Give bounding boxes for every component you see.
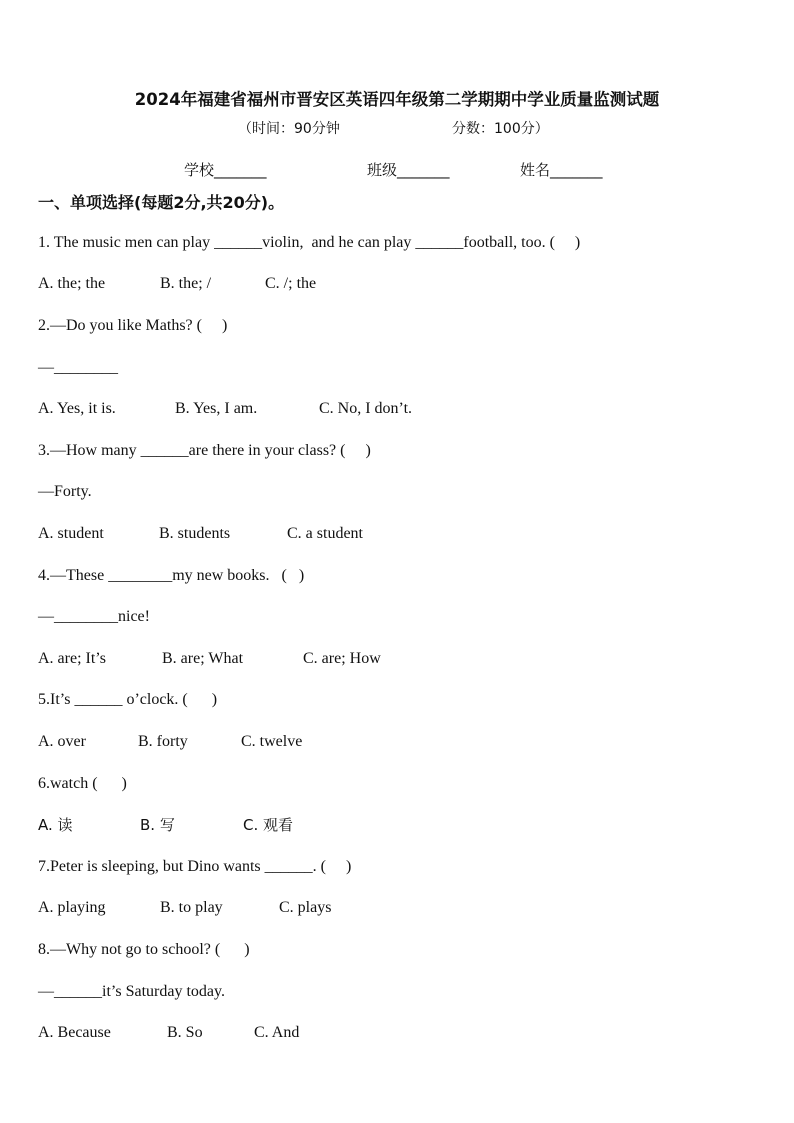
question-6-option-c[interactable]: C. 观看 (243, 816, 294, 834)
question-5-stem: 5.It’s ______ o’clock. ( ) (38, 691, 218, 708)
question-5-option-c[interactable]: C. twelve (241, 733, 303, 750)
question-7-option-c[interactable]: C. plays (279, 899, 332, 916)
question-1-option-b[interactable]: B. the; / (160, 275, 212, 292)
question-6-option-b[interactable]: B. 写 (140, 816, 175, 834)
question-8-option-c[interactable]: C. And (254, 1024, 300, 1041)
question-4-stem: 4.—These ________my new books. ( ) (38, 567, 305, 584)
question-4-answer-line: —________nice! (38, 608, 150, 625)
question-1-option-a[interactable]: A. the; the (38, 275, 106, 292)
question-2-answer-line: —________ (38, 359, 118, 376)
question-3-option-b[interactable]: B. students (159, 525, 231, 542)
question-1-stem: 1. The music men can play ______violin, and he can play ______football, too. ( ) (38, 234, 581, 251)
exam-title: 2024年福建省福州市晋安区英语四年级第二学期期中学业质量监测试题 (134, 90, 660, 109)
question-7-option-b[interactable]: B. to play (160, 899, 223, 916)
exam-subtitle (0, 118, 794, 138)
question-4-option-a[interactable]: A. are; It’s (38, 650, 106, 667)
question-6-stem: 6.watch ( ) (38, 775, 127, 792)
question-7-option-a[interactable]: A. playing (38, 899, 106, 916)
question-1-option-c[interactable]: C. /; the (265, 275, 317, 292)
question-8-stem: 8.—Why not go to school? ( ) (38, 941, 250, 958)
question-2-option-a[interactable]: A. Yes, it is. (38, 400, 116, 417)
question-3-answer-line: —Forty. (38, 483, 92, 500)
section-title: 一、单项选择(每题2分,共20分)。 (38, 193, 285, 212)
question-6-option-a[interactable]: A. 读 (38, 816, 73, 834)
question-4-option-b[interactable]: B. are; What (162, 650, 244, 667)
question-8-option-a[interactable]: A. Because (38, 1024, 111, 1041)
school-field[interactable]: 学校_______ (184, 161, 267, 179)
question-8-answer-line: —______it’s Saturday today. (38, 983, 225, 1000)
question-2-stem: 2.—Do you like Maths? ( ) (38, 317, 228, 334)
question-2-option-b[interactable]: B. Yes, I am. (175, 400, 258, 417)
question-5-option-a[interactable]: A. over (38, 733, 86, 750)
question-5-option-b[interactable]: B. forty (138, 733, 188, 750)
total-score: 分数：100分） (452, 121, 549, 137)
name-field[interactable]: 姓名_______ (520, 161, 603, 179)
question-3-option-c[interactable]: C. a student (287, 525, 363, 542)
question-3-stem: 3.—How many ______are there in your class? ( ) (38, 442, 371, 459)
question-3-option-a[interactable]: A. student (38, 525, 104, 542)
student-info (0, 159, 794, 181)
class-field[interactable]: 班级_______ (367, 161, 450, 179)
question-2-option-c[interactable]: C. No, I don’t. (319, 400, 413, 417)
question-7-stem: 7.Peter is sleeping, but Dino wants ______. ( ) (38, 858, 352, 875)
time-limit: （时间：90分钟 (238, 121, 340, 137)
question-4-option-c[interactable]: C. are; How (303, 650, 381, 667)
question-8-option-b[interactable]: B. So (167, 1024, 203, 1041)
